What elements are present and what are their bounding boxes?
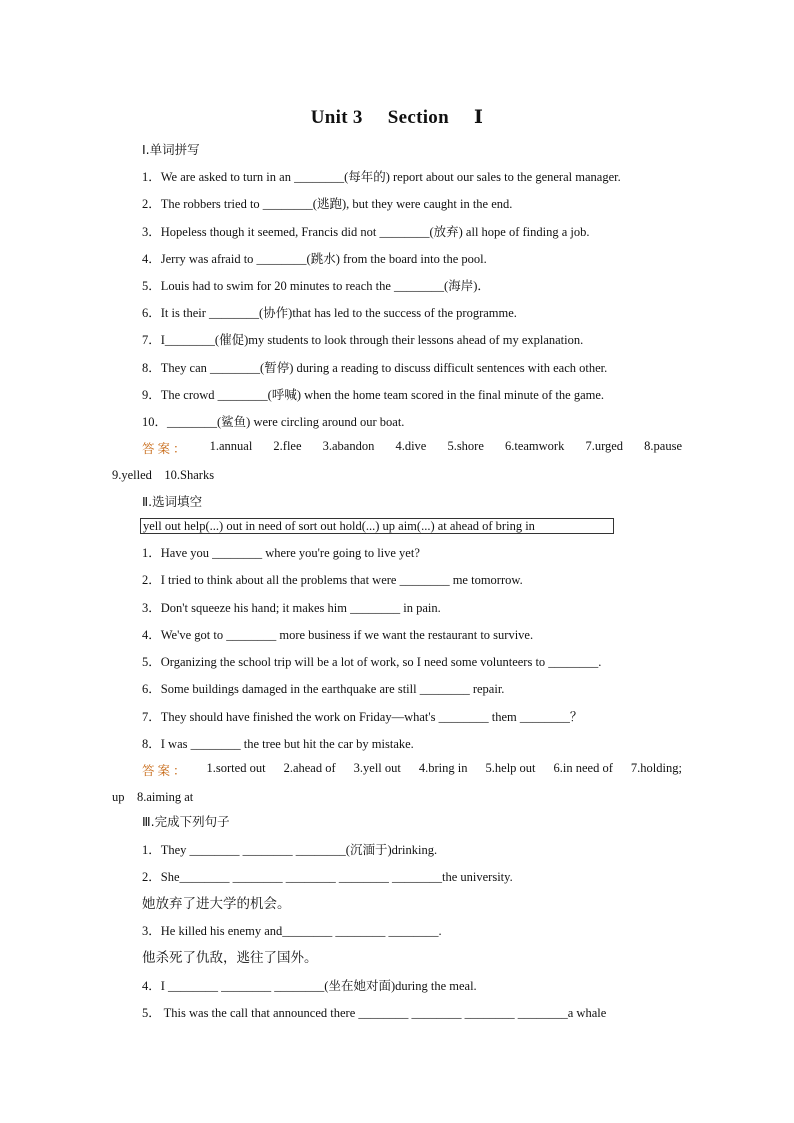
part1-item: 1．We are asked to turn in an ________(每年的) report about our sales to the general manager. xyxy=(142,170,621,184)
answer-item: 8.pause xyxy=(644,439,682,453)
answer-item: 4.bring in xyxy=(418,761,468,775)
part1-item: 4．Jerry was afraid to ________(跳水) from the board into the pool. xyxy=(142,252,487,266)
answer-item: 1.annual xyxy=(209,439,253,453)
part2-item: 3．Don't squeeze his hand; it makes him ________ in pain. xyxy=(142,601,441,615)
part1-item: 3．Hopeless though it seemed, Francis did not ________(放弃) all hope of finding a job. xyxy=(142,225,590,239)
part3-item: 5． This was the call that announced there ________ ________ ________ ________a whale xyxy=(142,1006,607,1020)
answer-item: 3.abandon xyxy=(322,439,375,453)
answer-item: 4.dive xyxy=(395,439,427,453)
part2-item: 8．I was ________ the tree but hit the car by mistake. xyxy=(142,737,414,751)
part1-answers xyxy=(142,439,682,457)
answer-item: 6.teamwork xyxy=(504,439,565,453)
part3-heading: Ⅲ.完成下列句子 xyxy=(142,814,230,829)
part1-item: 6．It is their ________(协作)that has led to the success of the programme. xyxy=(142,306,517,320)
part2-item: 7．They should have finished the work on Friday—what's ________ them ________？ xyxy=(142,710,583,724)
title-numeral: Ⅰ xyxy=(474,107,484,128)
part2-item: 4．We've got to ________ more business if we want the restaurant to survive. xyxy=(142,628,534,642)
answer-item: 3.yell out xyxy=(353,761,401,775)
part3-translation: 她放弃了进大学的机会。 xyxy=(142,896,291,912)
answer-label: 答案： xyxy=(142,442,189,456)
part1-item: 10．________(鲨鱼) were circling around our boat. xyxy=(142,415,405,429)
answer-item: 2.flee xyxy=(273,439,302,453)
part2-answers xyxy=(142,761,682,779)
word-bank-box: yell out help(...) out in need of sort out hold(...) up aim(...) at ahead of bring in xyxy=(140,518,614,534)
answer-label: 答案： xyxy=(142,764,189,778)
answer-item: 6.in need of xyxy=(553,761,613,775)
part2-item: 6．Some buildings damaged in the earthquake are still ________ repair. xyxy=(142,682,505,696)
answer-item: 5.help out xyxy=(485,761,536,775)
part3-item: 2．She________ ________ ________ ________ ________the university. xyxy=(142,870,513,884)
title-unit: Unit 3 xyxy=(310,107,363,128)
part1-item: 2．The robbers tried to ________(逃跑), but they were caught in the end. xyxy=(142,197,513,211)
part3-item: 1．They ________ ________ ________(沉湎于)drinking. xyxy=(142,843,438,857)
title-section: Section xyxy=(387,107,449,128)
page-title xyxy=(0,106,794,129)
part3-translation: 他杀死了仇敌，逃往了国外。 xyxy=(142,950,318,966)
answer-item: 2.ahead of xyxy=(283,761,336,775)
part3-item: 3．He killed his enemy and________ ________ ________. xyxy=(142,924,442,938)
part3-item: 4．I ________ ________ ________(坐在她对面)during the meal. xyxy=(142,979,477,993)
answer-item: 1.sorted out xyxy=(206,761,266,775)
answer-item: 5.shore xyxy=(447,439,484,453)
part1-item: 8．They can ________(暂停) during a reading to discuss difficult sentences with each other. xyxy=(142,361,608,375)
part2-item: 5．Organizing the school trip will be a lot of work, so I need some volunteers to ________. xyxy=(142,655,602,669)
part2-item: 2．I tried to think about all the problems that were ________ me tomorrow. xyxy=(142,573,523,587)
answer-item: 7.holding; xyxy=(630,761,682,775)
part1-item: 7．I________(催促)my students to look through their lessons ahead of my explanation. xyxy=(142,333,584,347)
part2-heading: Ⅱ.选词填空 xyxy=(142,494,203,509)
part1-answers-cont: 9.yelled 10.Sharks xyxy=(112,468,215,482)
part2-answers-cont: up 8.aiming at xyxy=(112,790,194,804)
part1-heading: Ⅰ.单词拼写 xyxy=(142,142,200,157)
answer-item: 7.urged xyxy=(585,439,624,453)
part1-item: 9．The crowd ________(呼喊) when the home team scored in the final minute of the game. xyxy=(142,388,605,402)
part2-item: 1．Have you ________ where you're going to live yet? xyxy=(142,546,420,560)
part1-item: 5．Louis had to swim for 20 minutes to reach the ________(海岸)． xyxy=(142,279,490,293)
